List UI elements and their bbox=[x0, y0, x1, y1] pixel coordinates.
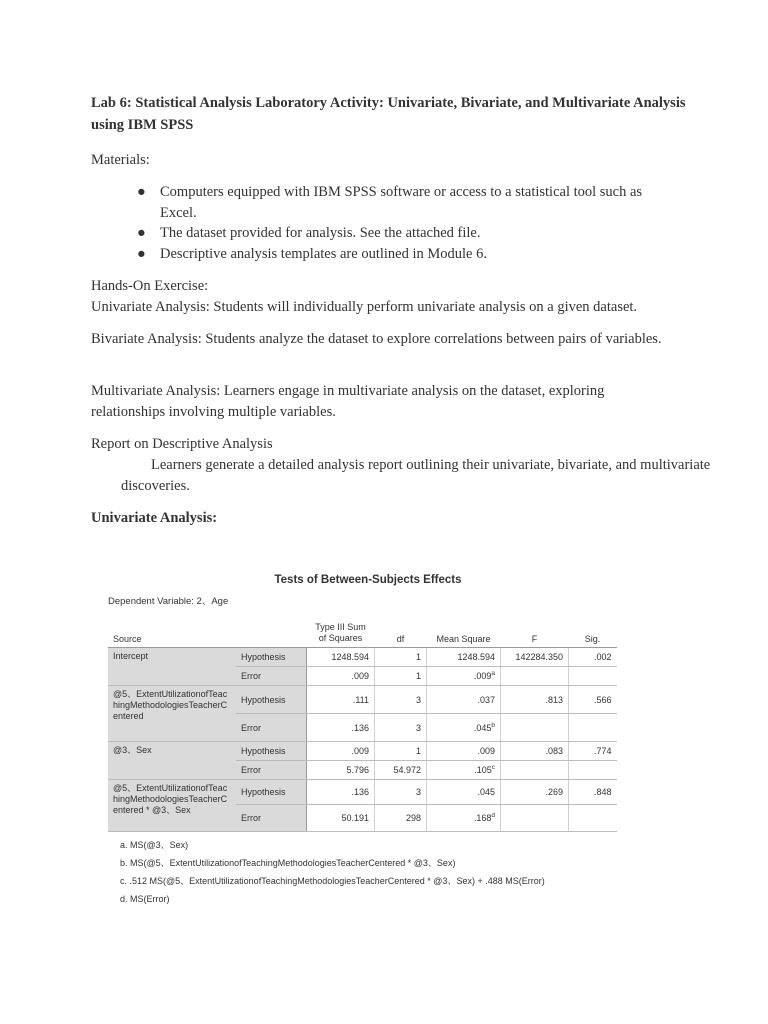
table-row: Intercept Hypothesis 1248.594 1 1248.594 142284.350 .002 bbox=[108, 648, 617, 667]
footnote: d. MS(Error) bbox=[120, 894, 170, 904]
footnote: a. MS(@3、Sex) bbox=[120, 840, 189, 850]
list-item: ● The dataset provided for analysis. See the attached file. bbox=[137, 223, 677, 244]
table-row: @3、Sex Hypothesis .009 1 .009 .083 .774 bbox=[108, 742, 617, 761]
df-header: df bbox=[375, 614, 427, 648]
source-cell: @5、ExtentUtilizationofTeachingMethodologiesTeacherCentered bbox=[108, 686, 236, 742]
ms-header: Mean Square bbox=[427, 614, 501, 648]
list-item: ● Computers equipped with IBM SPSS software or access to a statistical tool such as Excel. bbox=[137, 184, 643, 221]
materials-list bbox=[137, 182, 677, 264]
multivariate-text: Multivariate Analysis: Learners engage in multivariate analysis on the dataset, exploring relationships involving multiple variables. bbox=[91, 383, 605, 420]
table-title: Tests of Between-Subjects Effects bbox=[274, 574, 462, 586]
bullet-icon: ● bbox=[137, 184, 146, 200]
sig-header: Sig. bbox=[569, 614, 617, 648]
lab-title: Lab 6: Statistical Analysis Laboratory Activity: Univariate, Bivariate, and Multivariate Analysis using IBM SPSS bbox=[91, 95, 686, 133]
materials-label: Materials: bbox=[91, 152, 150, 168]
source-cell: @3、Sex bbox=[108, 742, 236, 780]
list-item: ● Descriptive analysis templates are outlined in Module 6. bbox=[137, 244, 677, 265]
spss-output-table bbox=[108, 572, 628, 908]
f-header: F bbox=[501, 614, 569, 648]
table-row: Error .136 3 .045$^b$ bbox=[108, 714, 617, 742]
source-cell: @5、ExtentUtilizationofTeachingMethodologiesTeacherCentered * @3、Sex bbox=[108, 780, 236, 832]
table-row: Error 5.796 54.972 .105$^c$ bbox=[108, 761, 617, 780]
univariate-heading: Univariate Analysis: bbox=[91, 510, 218, 526]
bivariate-text: Bivariate Analysis: Students analyze the dataset to explore correlations between pairs of variables. bbox=[91, 331, 662, 347]
report-label: Report on Descriptive Analysis bbox=[91, 436, 273, 452]
bullet-icon: ● bbox=[137, 245, 146, 262]
table-row: @5、ExtentUtilizationofTeachingMethodologiesTeacherCentered Hypothesis .111 3 .037 .813 .566 bbox=[108, 686, 617, 714]
report-text: Learners generate a detailed analysis report outlining their univariate, bivariate, and multivariate discoveries. bbox=[121, 457, 711, 494]
dependent-variable: Dependent Variable: 2、Age bbox=[108, 596, 229, 607]
table-row: Error 50.191 298 .168$^d$ bbox=[108, 805, 617, 832]
footnote: b. MS(@5、ExtentUtilizationofTeachingMethodologiesTeacherCentered * @3、Sex) bbox=[120, 858, 456, 868]
bullet-icon: ● bbox=[137, 225, 146, 241]
between-subjects-table bbox=[108, 614, 617, 832]
source-cell: Intercept bbox=[108, 648, 236, 686]
handson-label: Hands-On Exercise: bbox=[91, 278, 209, 294]
table-row: Error .009 1 .009$^a$ bbox=[108, 667, 617, 686]
table-footnotes bbox=[120, 836, 628, 908]
source-header: Source bbox=[108, 614, 307, 648]
univariate-text: Univariate Analysis: Students will individually perform univariate analysis on a given dataset. bbox=[91, 299, 638, 315]
footnote: c. .512 MS(@5、ExtentUtilizationofTeachingMethodologiesTeacherCentered * @3、Sex) + .488 MS(Error) bbox=[120, 876, 545, 886]
table-row: @5、ExtentUtilizationofTeachingMethodologiesTeacherCentered * @3、Sex Hypothesis .136 3 .045 .269 .848 bbox=[108, 780, 617, 805]
ss-header: Type III Sum of Squares bbox=[307, 614, 375, 648]
